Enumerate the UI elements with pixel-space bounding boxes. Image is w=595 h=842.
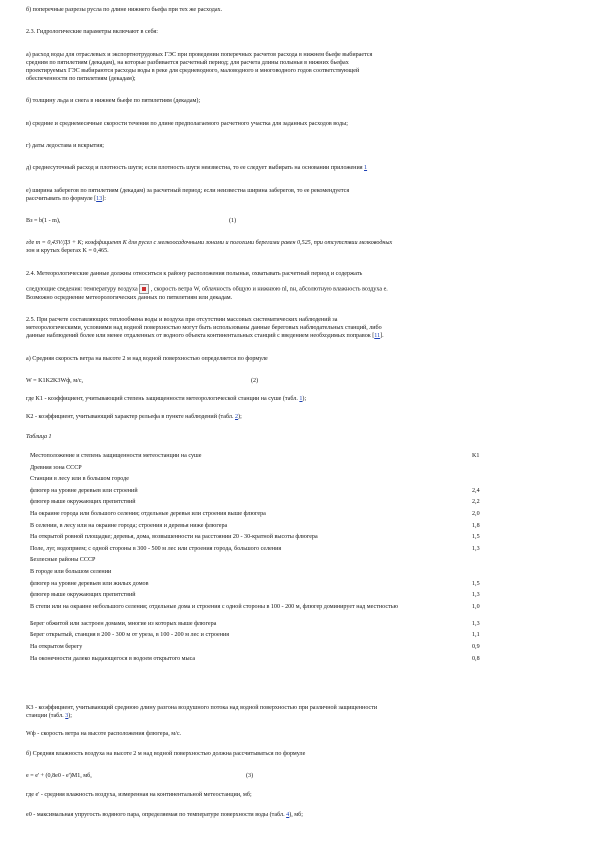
table-row bbox=[30, 463, 500, 475]
table-link[interactable]: 3 bbox=[65, 713, 69, 719]
paragraph-line bbox=[26, 712, 571, 720]
table-row bbox=[30, 602, 500, 619]
table-link[interactable]: 1 bbox=[299, 396, 303, 402]
table-row bbox=[30, 642, 500, 654]
table-cell: 1,3 bbox=[472, 620, 480, 627]
table-row bbox=[30, 509, 500, 521]
paragraph-text: рассчитывать по формуле [ bbox=[26, 196, 97, 202]
paragraph-text: д) среднесуточный расход и плотность шуги; если плотность шуги неизвестна, то ее следует выбирать на основании приложения bbox=[26, 165, 365, 171]
paragraph-text: станции (табл. bbox=[26, 713, 66, 719]
formula: Bз = b(1 - m), bbox=[26, 218, 61, 224]
formula: e = e' + (0,8e0 - e')M1, мб, bbox=[26, 773, 92, 779]
formula-number: (2) bbox=[251, 378, 259, 384]
paragraph-line bbox=[26, 284, 571, 294]
table-row bbox=[30, 567, 500, 579]
paragraph-text: данные наблюдений более или менее отдаленных от водного объекта континентальных станций с введением необходимых поправок [ bbox=[26, 333, 375, 339]
paragraph-line bbox=[26, 811, 571, 819]
table-cell: В селении, в лесу или на окраине города; строения и деревья ниже флюгера bbox=[30, 522, 228, 529]
table-cell: На открытом берегу bbox=[30, 643, 83, 650]
paragraph-line: Wф - скорость ветра на высоте расположения флюгера, м/с. bbox=[26, 731, 182, 737]
paragraph-text: , скорость ветра W, облачность общую и нижнюю nl, nн, абсолютную влажность воздуха e. bbox=[150, 286, 388, 293]
table-cell: флюгер на уровне деревьев или строений bbox=[30, 487, 138, 494]
table-header-cell: Местоположение и степень защищенности метеостанции на суше bbox=[30, 453, 202, 459]
paragraph-text: ), мб; bbox=[289, 812, 303, 818]
paragraph-line bbox=[26, 164, 571, 172]
formula-number: (1) bbox=[229, 218, 237, 224]
table-row bbox=[30, 474, 500, 486]
paragraph-line: б) толщину льда и снега в нижнем бьефе по пятилетиям (декадам); bbox=[26, 98, 201, 104]
table-cell: Берег обжитой или застроен домами, многие из которых выше флюгера bbox=[30, 620, 217, 627]
table-row bbox=[30, 654, 500, 666]
formula-number: (3) bbox=[246, 773, 254, 779]
table-cell: 2,4 bbox=[472, 487, 480, 494]
section-heading: 2.3. Гидрологические параметры включают в себя: bbox=[26, 29, 158, 35]
paragraph-text: следующие сведения: температуру воздуха bbox=[26, 286, 138, 293]
table-row bbox=[30, 619, 500, 631]
table-caption: Таблица 1 bbox=[26, 434, 52, 440]
paragraph-line: зон и крутых берегах K = 0,465. bbox=[26, 248, 109, 254]
paragraph-text: K2 - коэффициент, учитывающий характер рельефа в пункте наблюдений (табл. bbox=[26, 414, 235, 420]
table-cell: В степи или на окраине небольшого селения; отдельные дома и строения с одной стороны в 100 - 200 м, флюгер доминирует над местностью bbox=[30, 603, 399, 610]
paragraph-text: ); bbox=[302, 396, 307, 402]
paragraph-line: метеорологическими, условиями над водной поверхностью могут быть использованы данные береговых наблюдательных станций, либо bbox=[26, 325, 382, 331]
paragraph-line: г) даты ледостава и вскрытия; bbox=[26, 143, 104, 149]
paragraph-text: ); bbox=[68, 713, 73, 719]
paragraph-line: средним по пятилетиям (декадам), на которые разбивается расчетный период; для расчета длины полыньи в нижних бьефах bbox=[26, 60, 349, 66]
reference-link[interactable]: 13 bbox=[96, 196, 103, 202]
table-cell: На оконечности далеко выдающегося в водоем открытого мыса bbox=[30, 655, 196, 662]
broken-image-icon bbox=[139, 284, 149, 294]
table-row bbox=[30, 532, 500, 544]
table-cell: флюгер выше окружающих препятствий bbox=[30, 592, 136, 599]
table-cell: Станции в лесу или в большом городе bbox=[30, 476, 129, 483]
paragraph-line: 2.4. Метеорологические данные должны относиться к району расположения полыньи, охватывать расчетный период и содержать bbox=[26, 271, 363, 277]
table-row bbox=[30, 590, 500, 602]
table-cell: Древняя зона СССР bbox=[30, 464, 82, 471]
table-link[interactable]: 2 bbox=[235, 414, 239, 420]
table-cell: 1,1 bbox=[472, 632, 480, 639]
paragraph-line: б) Средняя влажность воздуха на высоте 2 м над водной поверхностью должна рассчитываться по формуле bbox=[26, 751, 306, 757]
formula-line bbox=[26, 217, 571, 225]
paragraph-line: а) расход воды для отраслевых и экспортнотрудовых ГЭС при проведении поперечных расчетов расхода в нижнем бьефе выбирается bbox=[26, 52, 373, 58]
table-header-cell: K1 bbox=[472, 453, 480, 459]
table-cell: 1,8 bbox=[472, 522, 480, 529]
table-cell: 2,0 bbox=[472, 510, 480, 517]
table-cell: Безлесные районы СССР bbox=[30, 557, 96, 564]
paragraph-line bbox=[26, 332, 571, 340]
paragraph-line: проектируемых ГЭС выбираются расходы воды в реке для средневодного, маловодного и многоводного годов соответствующей bbox=[26, 68, 360, 74]
table-row bbox=[30, 486, 500, 498]
table-cell: Берег открытый, станция в 200 - 300 м от уреза, в 100 - 200 м лес и строения bbox=[30, 632, 230, 639]
table-row bbox=[30, 497, 500, 509]
paragraph-line bbox=[26, 195, 571, 203]
paragraph-line bbox=[26, 395, 571, 403]
table-row bbox=[30, 579, 500, 591]
table-row bbox=[30, 555, 500, 567]
table-row bbox=[30, 521, 500, 533]
paragraph-line: обеспеченности по пятилетиям (декадам); bbox=[26, 76, 136, 82]
paragraph-line: где m = 0,43V/Д3 + K; коэффициент K для русел с мелкоосадочными зонами и пологими берегами равен 0,525, при отсутствии мелководных bbox=[26, 240, 393, 246]
table-cell: 1,3 bbox=[472, 545, 480, 552]
paragraph-line: б) поперечные разрезы русла по длине нижнего бьефа при тех же расходах. bbox=[26, 7, 223, 13]
table-cell: В городе или большом селении bbox=[30, 568, 112, 575]
table-cell: 0,9 bbox=[472, 643, 480, 650]
paragraph-text: ); bbox=[238, 414, 242, 420]
reference-link[interactable]: 11 bbox=[374, 333, 381, 339]
paragraph-line: 2.5. При расчете составляющих теплообмена воды и воздуха при отсутствии массовых систематических наблюдений за bbox=[26, 317, 338, 323]
formula-line bbox=[26, 772, 571, 780]
table-cell: 1,0 bbox=[472, 603, 480, 610]
table-cell: 2,2 bbox=[472, 499, 480, 506]
paragraph-text: e0 - максимальная упругость водяного пара, определяемая по температуре поверхности воды (табл. bbox=[26, 812, 287, 818]
paragraph-line: где e' - средняя влажность воздуха, измеренная на континентальной метеостанции, мб; bbox=[26, 792, 252, 798]
table-cell: 1,5 bbox=[472, 534, 480, 541]
table-row bbox=[30, 544, 500, 556]
table-header bbox=[30, 451, 500, 463]
paragraph-line bbox=[26, 413, 571, 421]
table-cell: На открытой ровной площадке; деревья, дома, возвышенности на расстоянии 20 - 30-кратной высоты флюгера bbox=[30, 534, 318, 541]
table-cell: Поле, луг, водоприем; с одной стороны в 300 - 500 м лес или строения города, большого селения bbox=[30, 545, 282, 552]
formula: W = K1K2K3Wф, м/с, bbox=[26, 378, 83, 384]
paragraph-line: е) ширина заберегов по пятилетиям (декадам) за расчетный период; если неизвестна ширина заберегов, то ее рекомендуется bbox=[26, 188, 350, 194]
paragraph-text: где K1 - коэффициент, учитывающий степень защищенности метеорологической станции на суше (табл. bbox=[26, 396, 300, 402]
table-cell: 0,8 bbox=[472, 655, 480, 662]
paragraph-text: ]: bbox=[102, 196, 106, 202]
table-cell: 1,3 bbox=[472, 592, 480, 599]
data-table bbox=[30, 451, 500, 665]
table-cell: 1,5 bbox=[472, 580, 480, 587]
table-cell: На окраине города или большого селения; отдельные деревья или строения выше флюгера bbox=[30, 510, 266, 517]
paragraph-line: в) средние и среднемесячные скорости течения по длине предполагаемого расчетного участка для заданных расходов воды; bbox=[26, 121, 348, 127]
appendix-link[interactable]: 1 bbox=[364, 165, 368, 171]
formula-line bbox=[26, 377, 571, 385]
paragraph-line: а) Средняя скорость ветра на высоте 2 м над водной поверхностью определяется по формуле bbox=[26, 356, 268, 362]
table-link[interactable]: 4 bbox=[286, 812, 290, 818]
paragraph-text: ]. bbox=[380, 333, 384, 339]
table-row bbox=[30, 630, 500, 642]
table-cell: флюгер на уровне деревьев или жилых домов bbox=[30, 580, 149, 587]
paragraph-line: K3 - коэффициент, учитывающий среднюю длину разгона воздушного потока над водной поверхностью при различной защищенности bbox=[26, 705, 378, 711]
paragraph-line: Возможно осреднение метеорологических данных по пятилетиям или декадам. bbox=[26, 295, 233, 301]
table-cell: флюгер выше окружающих препятствий bbox=[30, 499, 136, 506]
